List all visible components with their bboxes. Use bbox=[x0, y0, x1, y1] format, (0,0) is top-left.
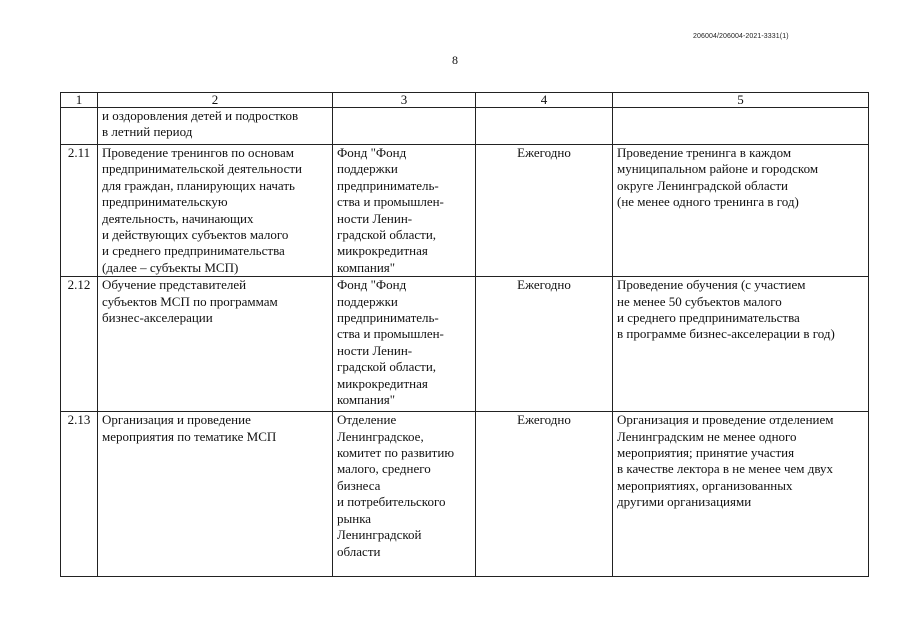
table-row bbox=[61, 412, 869, 577]
table-header-row bbox=[61, 93, 869, 108]
executor-cell bbox=[333, 108, 476, 145]
activity-cell: Проведение тренингов по основам предпринимательской деятельности для граждан, планирующих начать предпринимательскую деятельность, начинающих и действующих субъектов малого и среднего предпринимательства (далее – субъекты МСП) bbox=[98, 145, 333, 277]
column-header-3: 3 bbox=[333, 93, 476, 108]
activity-cell: и оздоровления детей и подростков в летний период bbox=[98, 108, 333, 145]
column-header-4: 4 bbox=[476, 93, 613, 108]
activity-cell: Организация и проведение мероприятия по тематике МСП bbox=[98, 412, 333, 577]
page-number: 8 bbox=[452, 53, 458, 67]
period-cell: Ежегодно bbox=[476, 145, 613, 277]
executor-cell: Фонд "Фонд поддержки предприниматель- ства и промышлен- ности Ленин- градской области, микрокредитная компания" bbox=[333, 145, 476, 277]
result-cell: Проведение тренинга в каждом муниципальном районе и городском округе Ленинградской области (не менее одного тренинга в год) bbox=[613, 145, 869, 277]
period-cell: Ежегодно bbox=[476, 277, 613, 412]
period-cell bbox=[476, 108, 613, 145]
executor-cell: Фонд "Фонд поддержки предприниматель- ства и промышлен- ности Ленин- градской области, микрокредитная компания" bbox=[333, 277, 476, 412]
row-number: 2.13 bbox=[61, 412, 98, 577]
result-cell: Проведение обучения (с участием не менее 50 субъектов малого и среднего предпринимательства в программе бизнес-акселерации в год) bbox=[613, 277, 869, 412]
result-cell bbox=[613, 108, 869, 145]
document-id: 206004/206004-2021-3331(1) bbox=[693, 33, 789, 40]
table-row bbox=[61, 277, 869, 412]
period-cell: Ежегодно bbox=[476, 412, 613, 577]
activities-table bbox=[60, 92, 869, 577]
result-cell: Организация и проведение отделением Ленинградским не менее одного мероприятия; принятие участия в качестве лектора в не менее чем двух мероприятиях, организованных другими организациями bbox=[613, 412, 869, 577]
row-number: 2.11 bbox=[61, 145, 98, 277]
row-number: 2.12 bbox=[61, 277, 98, 412]
executor-cell: Отделение Ленинградское, комитет по развитию малого, среднего бизнеса и потребительского рынка Ленинградской области bbox=[333, 412, 476, 577]
table-row bbox=[61, 145, 869, 277]
column-header-1: 1 bbox=[61, 93, 98, 108]
table-row bbox=[61, 108, 869, 145]
row-number bbox=[61, 108, 98, 145]
activity-cell: Обучение представителей субъектов МСП по программам бизнес-акселерации bbox=[98, 277, 333, 412]
column-header-2: 2 bbox=[98, 93, 333, 108]
column-header-5: 5 bbox=[613, 93, 869, 108]
